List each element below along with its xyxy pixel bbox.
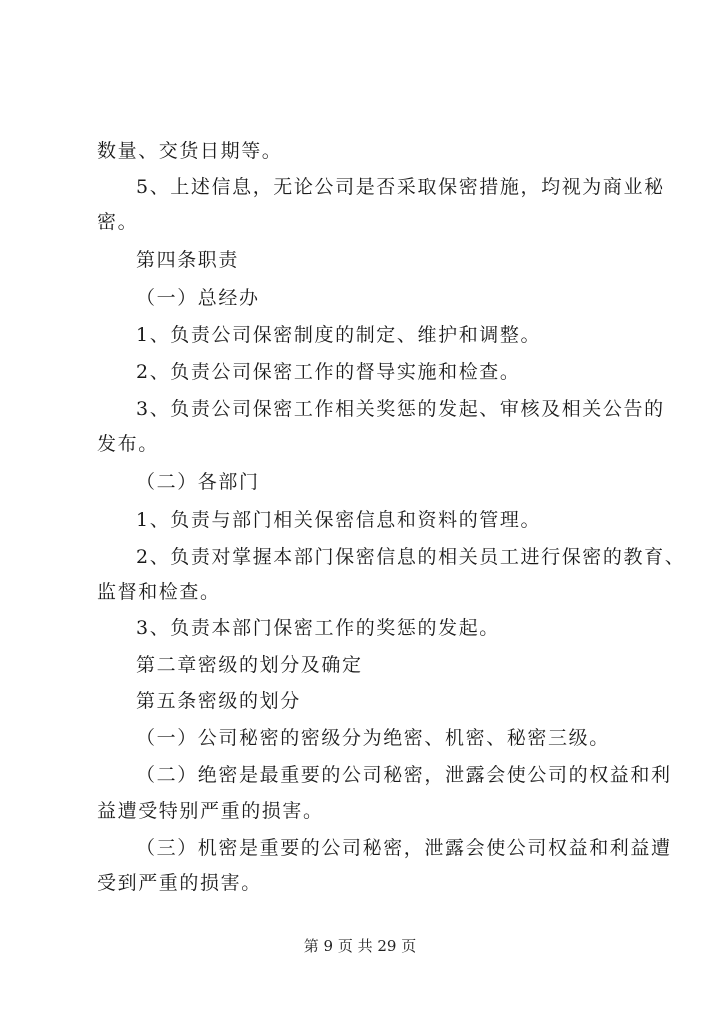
body-line: （一）公司秘密的密级分为绝密、机密、秘密三级。 [136,727,610,749]
body-line: 3、负责本部门保密工作的奖惩的发起。 [136,617,500,639]
body-line: （二）绝密是最重要的公司秘密，泄露会使公司的权益和利 [136,764,672,786]
body-line: 1、负责公司保密制度的制定、维护和调整。 [136,324,542,346]
body-line: 益遭受特别严重的损害。 [97,800,324,822]
body-line: 1、负责与部门相关保密信息和资料的管理。 [136,509,542,531]
body-line: 3、负责公司保密工作相关奖惩的发起、审核及相关公告的 [136,398,665,420]
page-number-footer: 第 9 页 共 29 页 [303,937,417,955]
body-line: 受到严重的损害。 [97,872,262,894]
section-heading: 第四条职责 [136,249,240,271]
chapter-heading: 第二章密级的划分及确定 [136,654,363,676]
body-line: 数量、交货日期等。 [97,140,283,162]
body-line: 2、负责对掌握本部门保密信息的相关员工进行保密的教育、 [136,546,686,568]
body-line: （三）机密是重要的公司秘密，泄露会使公司权益和利益遭 [136,837,672,859]
subsection-heading: （二）各部门 [136,471,260,493]
body-line: 2、负责公司保密工作的督导实施和检查。 [136,361,521,383]
body-line: 监督和检查。 [97,581,221,603]
body-line: 密。 [97,211,139,233]
section-heading: 第五条密级的划分 [136,690,301,712]
body-line: 发布。 [97,433,159,455]
body-line: 5、上述信息，无论公司是否采取保密措施，均视为商业秘 [136,176,665,198]
subsection-heading: （一）总经办 [136,287,260,309]
